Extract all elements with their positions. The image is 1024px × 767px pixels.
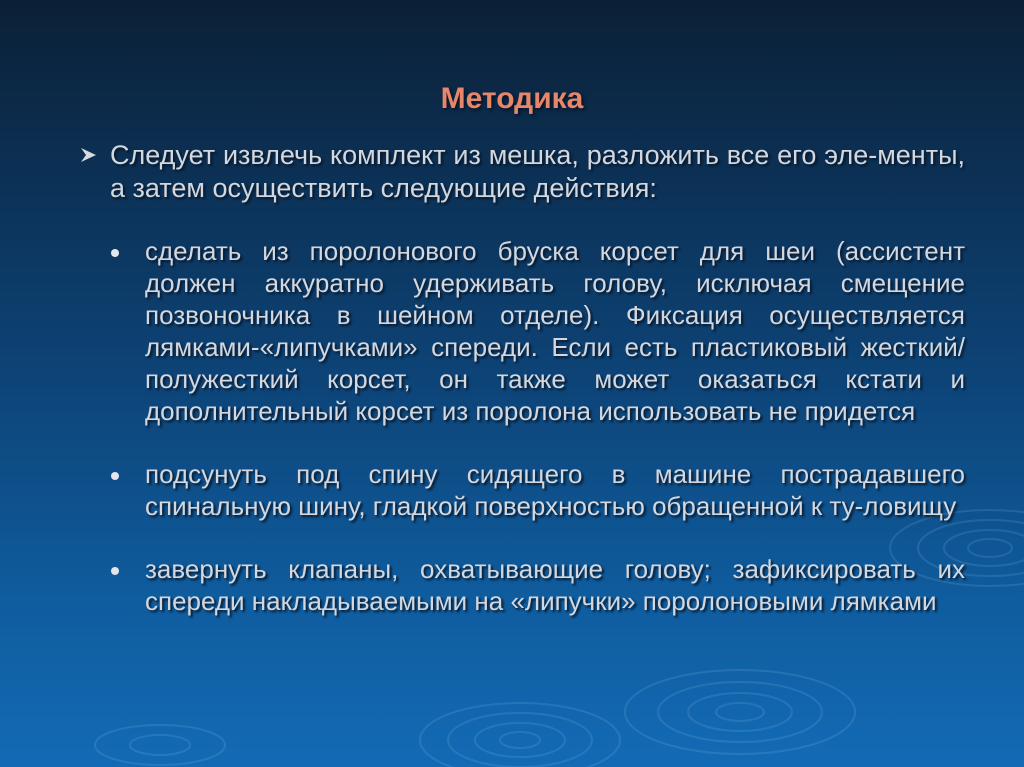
list-item-text: завернуть клапаны, охватывающие голову; зафиксировать их спереди накладываемыми на «липучки» поролоновыми лямками — [145, 554, 965, 616]
intro-text: Следует извлечь комплект из мешка, разложить все его эле-менты, а затем осуществить следующие действия: — [110, 140, 965, 203]
list-item — [103, 235, 965, 427]
round-bullet-icon — [111, 567, 119, 575]
round-bullet-icon — [111, 249, 119, 257]
action-list — [103, 235, 965, 617]
list-item-text: подсунуть под спину сидящего в машине пострадавшего спинальную шину, гладкой поверхностью обращенной к ту-ловищу — [145, 459, 965, 521]
slide-title: Методика — [440, 82, 584, 115]
intro-paragraph — [70, 139, 965, 205]
round-bullet-icon — [111, 472, 119, 480]
list-item-text: сделать из поролонового бруска корсет для шеи (ассистент должен аккуратно удерживать голову, исключая смещение позвоночника в шейном отделе). Фиксация осуществляется лямками-«липучками» спереди. Если есть пластиковый жесткий/полужесткий корсет, он также может оказаться кстати и дополнительный корсет из поролона использовать не придется — [145, 236, 965, 426]
list-item — [103, 553, 965, 617]
arrowhead-bullet-icon — [78, 144, 100, 166]
list-item — [103, 458, 965, 522]
